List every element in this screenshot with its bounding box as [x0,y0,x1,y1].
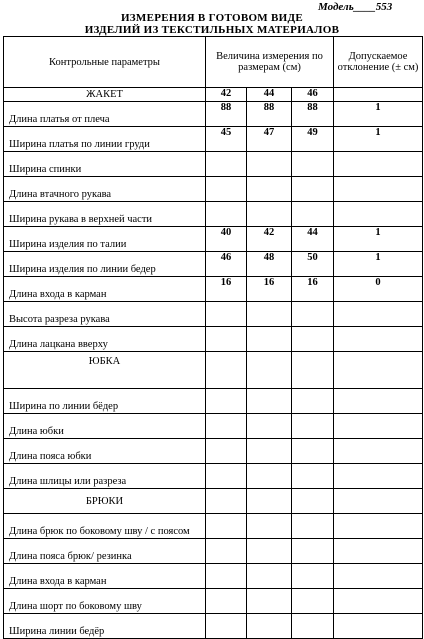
tolerance-value: 0 [334,277,423,302]
size-value: 46 [206,252,247,277]
table-row [4,464,423,489]
size-value: 42 [247,227,292,252]
size-value [292,152,334,177]
table-row [4,414,423,439]
document-title-line-2: ИЗДЕЛИЙ ИЗ ТЕКСТИЛЬНЫХ МАТЕРИАЛОВ [84,24,340,36]
size-value [292,202,334,227]
table-row [4,514,423,539]
size-header: 46 [292,88,334,102]
size-value [206,327,247,352]
table-row [4,227,423,252]
table-row [4,202,423,227]
table-row [4,539,423,564]
size-value [292,177,334,202]
size-value [206,177,247,202]
table-row [4,439,423,464]
param-name: Длина лацкана вверху [4,327,206,352]
param-name: Высота разреза рукава [4,302,206,327]
param-name: Длина шлицы или разреза [4,464,206,489]
size-value: 44 [292,227,334,252]
size-value: 50 [292,252,334,277]
table-row [4,564,423,589]
size-value: 47 [247,127,292,152]
tolerance-value: 1 [334,127,423,152]
header-tolerance: Допускаемое отклонение (± см) [334,37,423,88]
param-name: Ширина рукава в верхней части [4,202,206,227]
table-row [4,127,423,152]
size-value [247,202,292,227]
size-header: 42 [206,88,247,102]
tolerance-value [334,152,423,177]
skirt-section-label: ЮБКА [4,352,206,389]
size-value [247,302,292,327]
table-row [4,252,423,277]
table-row [4,327,423,352]
table-header-row [4,37,423,88]
trousers-section-label: БРЮКИ [4,489,206,514]
param-name: Ширина платья по линии груди [4,127,206,152]
table-row [4,589,423,614]
size-value: 45 [206,127,247,152]
jacket-section-label: ЖАКЕТ [4,88,206,102]
param-name: Длина шорт по боковому шву [4,589,206,614]
param-name: Длина брюк по боковому шву / с поясом [4,514,206,539]
tolerance-value [334,177,423,202]
tolerance-value: 1 [334,102,423,127]
param-name: Длина пояса юбки [4,439,206,464]
size-value [247,152,292,177]
skirt-section-row [4,352,423,389]
param-name: Ширина по линии бёдер [4,389,206,414]
tolerance-value: 1 [334,227,423,252]
header-params: Контрольные параметры [4,37,206,88]
size-value [292,302,334,327]
size-value: 48 [247,252,292,277]
size-value: 16 [247,277,292,302]
model-number: Модель____553 [318,1,393,13]
table-row [4,102,423,127]
measurements-table [3,36,423,639]
tolerance-value [334,202,423,227]
tolerance-value: 1 [334,252,423,277]
table-row [4,277,423,302]
param-name: Ширина линии бедёр [4,614,206,639]
size-value: 16 [206,277,247,302]
param-name: Длина юбки [4,414,206,439]
trousers-section-row [4,489,423,514]
param-name: Ширина изделия по линии бедер [4,252,206,277]
size-value [206,302,247,327]
size-value: 49 [292,127,334,152]
tolerance-value [334,302,423,327]
size-value: 16 [292,277,334,302]
param-name: Длина втачного рукава [4,177,206,202]
param-name: Длина пояса брюк/ резинка [4,539,206,564]
table-row [4,152,423,177]
size-value [247,327,292,352]
table-row [4,614,423,639]
tolerance-value [334,327,423,352]
param-name: Ширина спинки [4,152,206,177]
param-name: Ширина изделия по талии [4,227,206,252]
document-title-line-1: ИЗМЕРЕНИЯ В ГОТОВОМ ВИДЕ [120,12,304,24]
size-value: 88 [206,102,247,127]
size-value: 88 [292,102,334,127]
param-name: Длина входа в карман [4,277,206,302]
table-row [4,389,423,414]
size-value [247,177,292,202]
param-name: Длина платья от плеча [4,102,206,127]
table-row [4,177,423,202]
size-value [206,202,247,227]
jacket-section-row [4,88,423,102]
header-size-values: Величина измерения по размерам (см) [206,37,334,88]
table-row [4,302,423,327]
size-header: 44 [247,88,292,102]
size-value [206,152,247,177]
size-value [292,327,334,352]
size-value: 88 [247,102,292,127]
size-value: 40 [206,227,247,252]
param-name: Длина входа в карман [4,564,206,589]
